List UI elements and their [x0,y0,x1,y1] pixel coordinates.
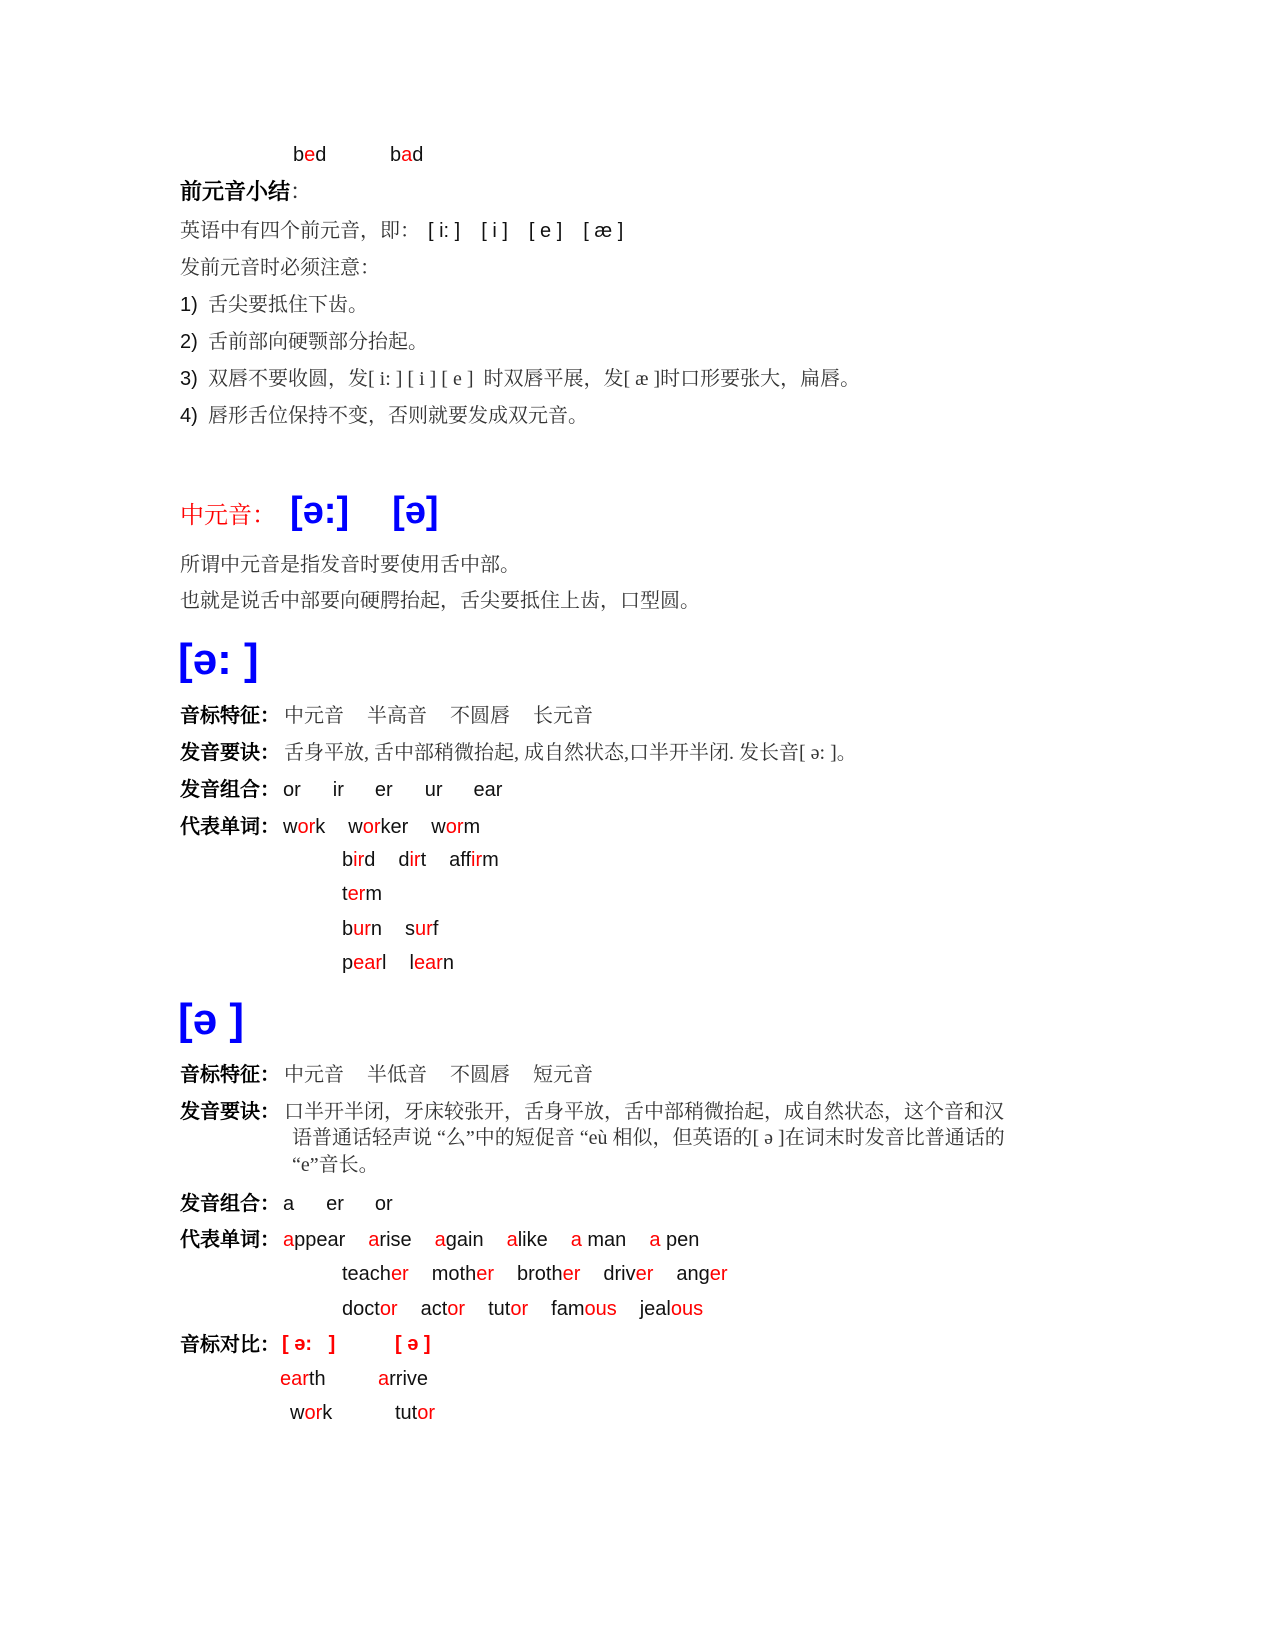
highlighted-letters: or [304,1402,323,1424]
short-schwa-heading: [ə ] [178,995,244,1044]
highlighted-letters: er [347,883,366,905]
long-words-row-2 [342,846,499,874]
highlighted-letters: ous [670,1298,704,1320]
short-tips-line-1 [180,1097,1004,1125]
rule-number: 3) [180,368,198,390]
example-word [488,1295,528,1323]
example-word [507,1226,548,1254]
central-symbol-long: [ə:] [290,490,350,532]
long-words-row-5 [342,949,454,977]
phonetic-symbol: [ i: ] [428,220,461,242]
feature-item: 半低音 [367,1064,427,1086]
letter-combo: ur [424,779,443,801]
word-letters: b [342,918,354,940]
word-letters: d [364,849,376,871]
combos-label: 发音组合： [180,1191,280,1215]
example-word [342,1295,398,1323]
highlighted-letters: ear [413,952,443,974]
example-word [409,949,453,977]
feature-item: 半高音 [367,705,427,727]
words-label: 代表单词： [180,1227,280,1251]
highlighted-letters: a [649,1229,661,1251]
highlighted-letters: or [447,1298,466,1320]
letter-combo: er [326,1193,344,1215]
word-letters: n [370,918,383,940]
phonetic-symbol: [ i ] [481,220,508,242]
rule-number: 1) [180,294,198,316]
front-vowel-intro [180,217,623,245]
word-letters: m [463,816,481,838]
letter-combo: or [374,1193,393,1215]
compare-symbol-long: [ ə: ] [282,1333,336,1355]
compare-symbol-short: [ ə ] [395,1333,431,1355]
highlighted-letters: a [570,1229,582,1251]
highlighted-letters: a [368,1229,380,1251]
highlighted-letters: a [506,1229,518,1251]
highlighted-letters: ir [471,849,483,871]
phonetic-symbol: [ æ ] [583,220,624,242]
word-letters: w [348,816,363,838]
long-tips [180,738,857,766]
highlighted-letters: ir [353,849,365,871]
word-letters: b [342,849,354,871]
word-letters: act [420,1298,448,1320]
feature-item: 不圆唇 [450,705,510,727]
example-word [342,949,386,977]
highlighted-letters: or [362,816,381,838]
highlighted-letters: or [417,1402,436,1424]
rule-text: 双唇不要收圆，发[ i: ] [ i ] [ e ] 时双唇平展，发[ æ ]时口形要张大，扁唇。 [208,368,861,390]
highlighted-letters: er [562,1263,581,1285]
rule-number: 4) [180,405,198,427]
example-word [368,1226,411,1254]
example-word [431,813,480,841]
tips-label: 发音要诀： [180,1099,280,1123]
short-words-row-3 [342,1295,703,1323]
word-letters: th [308,1368,326,1390]
words-label: 代表单词： [180,814,280,838]
highlighted-letters: ear [280,1368,309,1390]
highlighted-letters: a [401,144,413,166]
word-letters: jeal [639,1298,671,1320]
central-symbol-short: [ə] [392,490,439,532]
example-word-bed [293,141,326,169]
highlighted-letters: or [379,1298,398,1320]
central-description-2 [180,587,700,615]
word-letters: s [405,918,416,940]
word-letters: w [290,1402,305,1424]
word-letters: man [581,1229,627,1251]
word-letters: w [431,816,446,838]
example-word [649,1226,699,1254]
feature-item: 长元音 [533,705,593,727]
rule-text: 舌前部向硬颚部分抬起。 [208,331,428,353]
example-word [571,1226,627,1254]
word-letters: ppear [294,1229,346,1251]
highlighted-letters: or [297,816,316,838]
example-word [603,1260,653,1288]
word-letters: doct [342,1298,380,1320]
letter-combo: or [283,779,301,801]
highlighted-letters: a [434,1229,446,1251]
word-letters: fam [551,1298,585,1320]
example-word [342,846,375,874]
example-word [551,1295,617,1323]
rule-text: 舌尖要抵住下齿。 [208,294,368,316]
word-letters: aff [449,849,472,871]
highlighted-letters: er [476,1263,494,1285]
word-letters: gain [445,1229,484,1251]
highlighted-letters: or [510,1298,529,1320]
tips-text: 语普通话轻声说 “么”中的短促音 “eù 相似，但英语的[ ə ]在词末时发音比普通话的 [292,1127,1005,1149]
example-word [435,1226,484,1254]
example-word [517,1260,580,1288]
central-vowel-title: 中元音： [180,503,276,529]
example-word-bad [390,141,423,169]
word-letters: moth [431,1263,477,1285]
word-letters: pen [660,1229,700,1251]
note-heading [180,254,380,282]
long-words-row-3 [342,880,382,908]
short-tips-line-3 [292,1151,379,1179]
word-letters: rise [379,1229,412,1251]
highlighted-letters: ear [353,952,383,974]
letter-combo: ear [473,779,503,801]
word-list [283,1226,699,1254]
letter-combo: ir [332,779,344,801]
highlighted-letters: ir [409,849,421,871]
highlighted-letters: er [709,1263,728,1285]
features-label: 音标特征： [180,1062,280,1086]
word-letters: d [412,144,424,166]
word-letters: broth [517,1263,563,1285]
short-combos [180,1189,393,1217]
compare-label-line [180,1330,280,1358]
example-word [348,813,408,841]
tips-text: 舌身平放, 舌中部稍微抬起, 成自然状态,口半开半闭. 发长音[ ə: ]。 [284,742,857,764]
word-letters: k [322,1402,333,1424]
rule-4 [180,402,588,430]
rule-number: 2) [180,331,198,353]
features-label: 音标特征： [180,703,280,727]
summary-colon: ： [290,179,313,204]
highlighted-letters: er [390,1263,409,1285]
example-word [676,1260,727,1288]
example-word [449,846,499,874]
rule-1 [180,291,368,319]
intro-text: 英语中有四个前元音，即： [180,220,420,242]
word-letters: m [365,883,383,905]
highlighted-letters: ur [415,918,433,940]
tips-text: 口半开半闭，牙床较张开，舌身平放，舌中部稍微抬起，成自然状态，这个音和汉 [284,1101,1004,1123]
word-letters: l [382,952,387,974]
highlighted-letters: ous [584,1298,617,1320]
note-heading-text: 发前元音时必须注意： [180,257,380,279]
word-letters: teach [342,1263,391,1285]
compare-word-work [290,1399,332,1427]
tips-label: 发音要诀： [180,740,280,764]
central-vowel-heading [180,484,439,538]
word-letters: k [315,816,326,838]
word-letters: d [315,144,327,166]
example-word [283,813,325,841]
combos-label: 发音组合： [180,777,280,801]
word-letters: driv [603,1263,636,1285]
phonetic-symbol: [ e ] [528,220,563,242]
word-letters: d [398,849,410,871]
word-letters: like [517,1229,548,1251]
description-text: 也就是说舌中部要向硬腭抬起，舌尖要抵住上齿，口型圆。 [180,590,700,612]
compare-word-arrive [378,1365,428,1393]
word-letters: t [342,883,348,905]
letter-combo: a [283,1193,295,1215]
word-letters: tut [395,1402,418,1424]
compare-label: 音标对比： [180,1332,280,1356]
description-text: 所谓中元音是指发音时要使用舌中部。 [180,554,520,576]
word-letters: rrive [389,1368,429,1390]
long-features [180,701,593,729]
highlighted-letters: ur [353,918,371,940]
letter-combo: er [374,779,393,801]
highlighted-letters: a [283,1229,295,1251]
word-list [283,813,480,841]
long-words-row-4 [342,915,438,943]
word-letters: b [293,144,305,166]
example-word [405,915,438,943]
word-letters: b [390,144,402,166]
word-letters: w [283,816,298,838]
highlighted-letters: or [445,816,464,838]
long-schwa-heading: [ə: ] [178,635,259,684]
example-word [342,915,382,943]
word-letters: ker [380,816,409,838]
front-vowel-summary-heading [180,177,312,207]
highlighted-letters: a [378,1368,390,1390]
example-word [398,846,426,874]
feature-item: 中元音 [284,1064,344,1086]
highlighted-letters: er [635,1263,654,1285]
word-letters: l [409,952,414,974]
feature-item: 中元音 [284,705,344,727]
example-word [432,1260,494,1288]
feature-item: 短元音 [533,1064,593,1086]
short-words-row-2 [342,1260,728,1288]
word-letters: f [432,918,439,940]
central-description-1 [180,551,520,579]
short-tips-line-2 [292,1124,1005,1152]
word-letters: m [482,849,499,871]
word-letters: t [420,849,427,871]
word-letters: tut [488,1298,511,1320]
compare-word-tutor [395,1399,435,1427]
rule-2 [180,328,428,356]
summary-title: 前元音小结 [180,180,291,205]
long-combos [180,775,502,803]
rule-3 [180,365,860,393]
example-word [283,1226,345,1254]
example-word [421,1295,465,1323]
example-word [342,880,382,908]
tips-text: “e”音长。 [292,1154,379,1176]
word-letters: ang [676,1263,710,1285]
short-words-row-1 [180,1225,699,1253]
word-letters: n [442,952,454,974]
word-letters: p [342,952,354,974]
compare-word-earth [280,1365,326,1393]
short-features [180,1060,593,1088]
long-words-row-1 [180,812,480,840]
rule-text: 唇形舌位保持不变，否则就要发成双元音。 [208,405,588,427]
feature-item: 不圆唇 [450,1064,510,1086]
highlighted-letters: e [304,144,316,166]
example-word [640,1295,703,1323]
example-word [342,1260,409,1288]
